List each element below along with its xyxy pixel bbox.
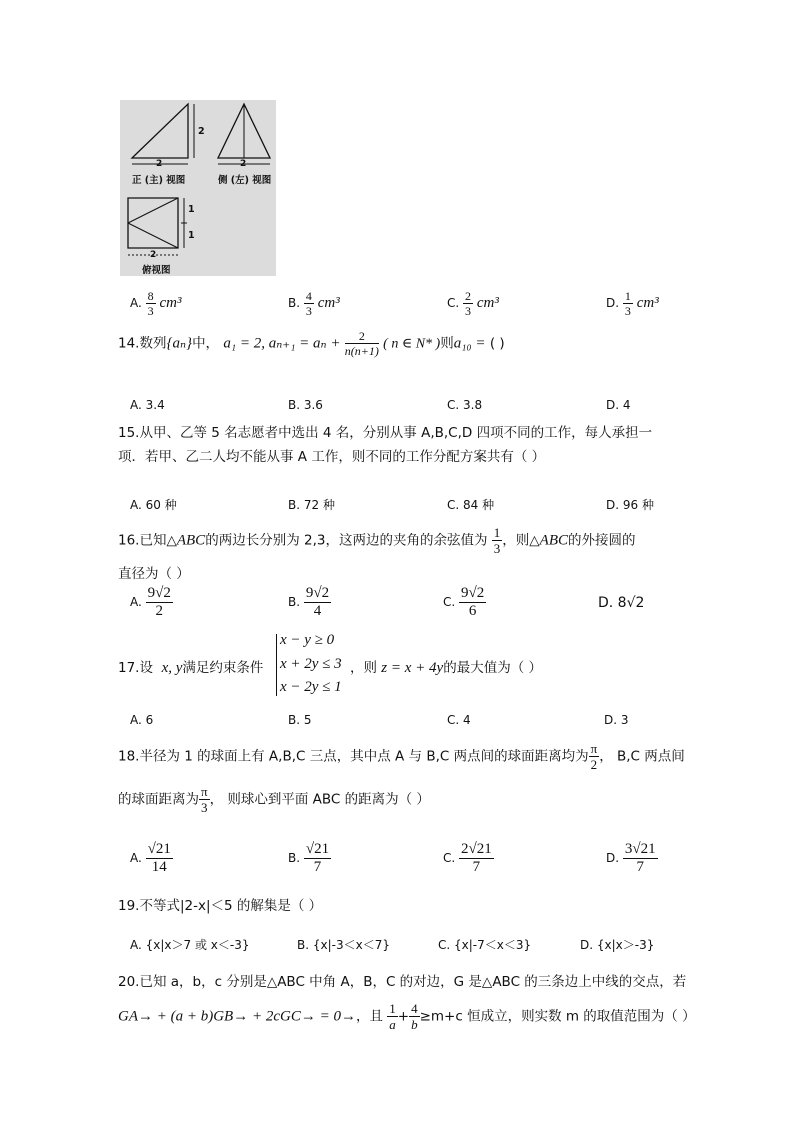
q14-option-b: B. 3.6 — [288, 398, 323, 412]
q15-line2: 项．若甲、乙二人均不能从事 A 工作，则不同的工作分配方案共有（ ） — [118, 449, 546, 465]
q15-option-c: C. 84 种 — [447, 498, 495, 512]
q16-option-c: C. $\frac{9√2}{6}$ — [443, 585, 485, 619]
top-dim-upper: 1 — [188, 204, 195, 215]
q17-constraint-3: x − 2y ≤ 1 — [280, 679, 342, 695]
q13-option-b: B. $\frac{4}{3}$ cm³ — [288, 289, 340, 318]
constraint-brace — [276, 634, 277, 696]
q17-stem-right: ，则 z = x + 4y的最大值为（ ） — [350, 660, 542, 676]
q18-line1: 18.半径为 1 的球面上有 A,B,C 三点，其中点 A 与 B,C 两点间的球面距离均为 $\frac{\pi}{2}$ ， B,C 两点间 — [118, 741, 685, 772]
q17-constraint-2: x + 2y ≤ 3 — [280, 656, 342, 672]
q19-option-b: B. {x|-3＜x＜7} — [297, 938, 390, 952]
front-view-label: 正 (主) 视图 — [132, 175, 186, 186]
q14-option-d: D. 4 — [606, 398, 631, 412]
q19-option-c: C. {x|-7＜x＜3} — [438, 938, 532, 952]
q20-line2: GA→ + (a + b)GB→ + 2cGC→ = 0→，且 $\frac{1}{a}$ + $\frac{4}{b}$ ≥m+c 恒成立，则实数 m 的取值范围为（ ） — [118, 1001, 696, 1032]
top-width-label: 2 — [150, 250, 157, 260]
q15-option-d: D. 96 种 — [606, 498, 654, 512]
front-width-label: 2 — [156, 159, 163, 169]
q17-constraint-1: x − y ≥ 0 — [280, 632, 335, 648]
q16-option-a: A. $\frac{9√2}{2}$ — [130, 585, 171, 619]
q16-line2: 直径为（ ） — [118, 566, 190, 582]
q18-line2: 的球面距离为 $\frac{\pi}{3}$ ， 则球心到平面 ABC 的距离为（ ） — [118, 784, 430, 815]
q14-stem: 14.数列{aₙ}中， a₁ = 2, aₙ₊₁ = aₙ + $\frac{2}{n(n+1)}$ ( n ∈ N* )则a₁₀ = ( ) — [118, 329, 505, 358]
side-view-label: 侧 (左) 视图 — [218, 175, 272, 186]
q14-option-c: C. 3.8 — [447, 398, 483, 412]
q13-option-c: C. $\frac{2}{3}$ cm³ — [447, 289, 499, 318]
top-dim-lower: 1 — [188, 230, 195, 241]
q16-option-b: B. $\frac{9√2}{4}$ — [288, 585, 330, 619]
q17-stem-left: 17.设 x, y满足约束条件 — [118, 660, 264, 676]
q17-option-b: B. 5 — [288, 713, 312, 727]
q14-option-a: A. 3.4 — [130, 398, 165, 412]
q18-option-b: B. $\frac{√21}{7}$ — [288, 841, 330, 875]
front-height-label: 2 — [198, 126, 205, 137]
q18-option-c: C. $\frac{2√21}{7}$ — [443, 841, 492, 875]
q19-option-a: A. {x|x＞7 或 x＜-3} — [130, 938, 250, 952]
q13-option-d: D. $\frac{1}{3}$ cm³ — [606, 289, 659, 318]
q18-option-a: A. $\frac{√21}{14}$ — [130, 841, 171, 875]
q17-option-d: D. 3 — [604, 713, 629, 727]
q13-option-a: A. $\frac{8}{3}$ cm³ — [130, 289, 182, 318]
q17-option-c: C. 4 — [447, 713, 471, 727]
q19-option-d: D. {x|x＞-3} — [580, 938, 655, 952]
three-view-figure — [120, 100, 276, 276]
q16-option-d: D. 8√2 — [598, 595, 645, 611]
q15-option-a: A. 60 种 — [130, 498, 177, 512]
q19-stem: 19.不等式|2-x|＜5 的解集是（ ） — [118, 898, 323, 914]
top-view-label: 俯视图 — [142, 265, 171, 276]
q16-line1: 16.已知△ABC的两边长分别为 2,3，这两边的夹角的余弦值为 $\frac{1}{3}$ ，则△ABC的外接圆的 — [118, 525, 636, 556]
q18-option-d: D. $\frac{3√21}{7}$ — [606, 841, 656, 875]
q20-line1: 20.已知 a，b，c 分别是△ABC 中角 A，B，C 的对边，G 是△ABC 的三条边上中线的交点，若 — [118, 974, 687, 990]
q17-option-a: A. 6 — [130, 713, 154, 727]
q15-line1: 15.从甲、乙等 5 名志愿者中选出 4 名，分别从事 A,B,C,D 四项不同的工作，每人承担一 — [118, 425, 653, 441]
q15-option-b: B. 72 种 — [288, 498, 335, 512]
side-width-label: 2 — [240, 159, 247, 169]
